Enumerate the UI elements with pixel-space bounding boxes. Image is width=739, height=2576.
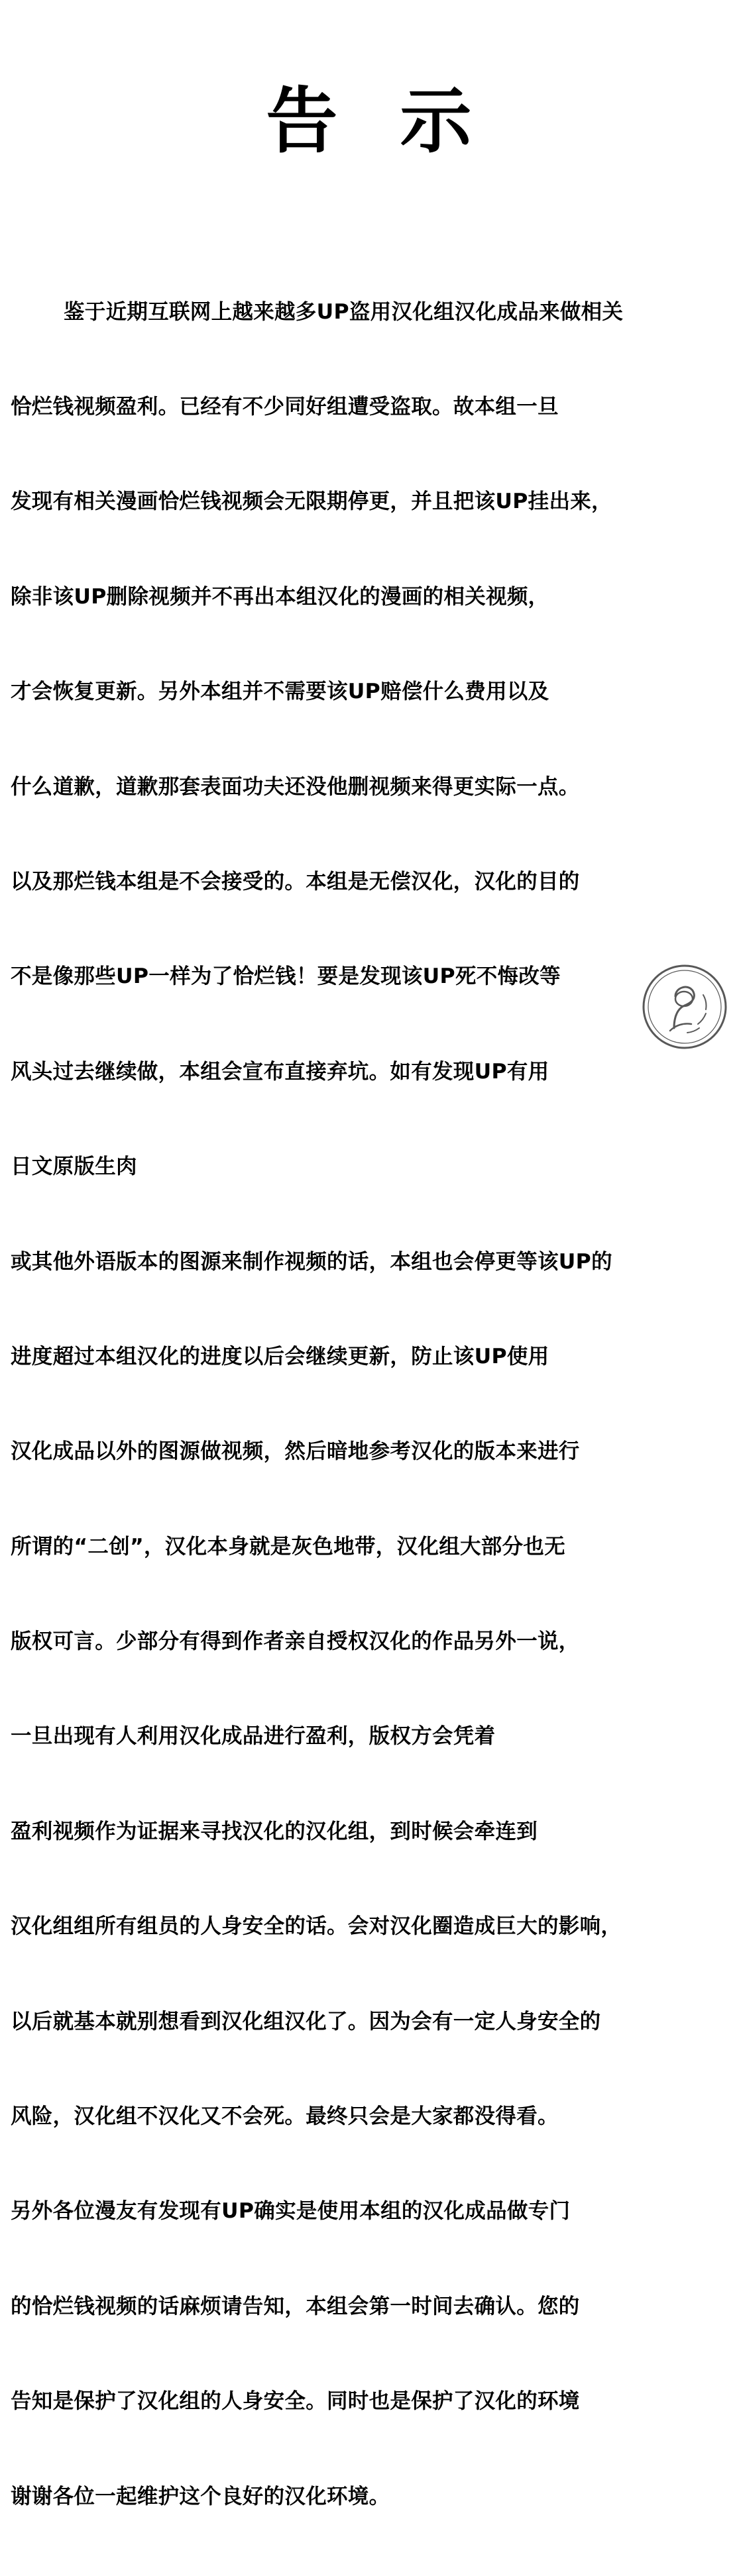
body-line: 才会恢复更新。另外本组并不需要该UP赔偿什么费用以及 xyxy=(11,680,549,704)
body-line: 发现有相关漫画恰烂钱视频会无限期停更，并且把该UP挂出来， xyxy=(11,489,612,514)
body-line: 恰烂钱视频盈利。已经有不少同好组遭受盗取。故本组一旦 xyxy=(11,394,559,419)
body-line: 汉化成品以外的图源做视频，然后暗地参考汉化的版本来进行 xyxy=(11,1439,580,1464)
body-line: 另外各位漫友有发现有UP确实是使用本组的汉化成品做专门 xyxy=(11,2199,571,2224)
notice-body xyxy=(11,233,730,2576)
body-line: 或其他外语版本的图源来制作视频的话，本组也会停更等该UP的 xyxy=(11,1249,612,1274)
body-line: 日文原版生肉 xyxy=(11,1155,137,1179)
body-line: 进度超过本组汉化的进度以后会继续更新，防止该UP使用 xyxy=(11,1344,549,1368)
body-line: 谢谢各位一起维护这个良好的汉化环境。 xyxy=(11,2484,390,2508)
title-char-2: 示 xyxy=(400,80,473,164)
body-line: 以后就基本就别想看到汉化组汉化了。因为会有一定人身安全的 xyxy=(11,2009,601,2034)
body-line: 鉴于近期互联网上越来越多UP盗用汉化组汉化成品来做相关 xyxy=(64,299,624,324)
body-line: 什么道歉，道歉那套表面功夫还没他删视频来得更实际一点。 xyxy=(11,774,580,799)
body-line: 汉化组组所有组员的人身安全的话。会对汉化圈造成巨大的影响， xyxy=(11,1914,622,1939)
body-line: 的恰烂钱视频的话麻烦请告知，本组会第一时间去确认。您的 xyxy=(11,2294,580,2318)
page-title xyxy=(266,80,473,164)
body-line: 所谓的“二创”，汉化本身就是灰色地带，汉化组大部分也无 xyxy=(11,1534,566,1559)
title-char-1: 告 xyxy=(266,80,339,164)
body-line: 盈利视频作为证据来寻找汉化的汉化组，到时候会牵连到 xyxy=(11,1819,538,1843)
body-line: 版权可言。少部分有得到作者亲自授权汉化的作品另外一说， xyxy=(11,1629,580,1654)
body-line: 不是像那些UP一样为了恰烂钱！要是发现该UP死不悔改等 xyxy=(11,964,561,989)
page-title-block xyxy=(0,36,739,207)
body-line: 风险，汉化组不汉化又不会死。最终只会是大家都没得看。 xyxy=(11,2104,559,2129)
body-line: 除非该UP删除视频并不再出本组汉化的漫画的相关视频， xyxy=(11,584,549,609)
body-line: 一旦出现有人利用汉化成品进行盈利，版权方会凭着 xyxy=(11,1724,496,1749)
body-line: 以及那烂钱本组是不会接受的。本组是无偿汉化，汉化的目的 xyxy=(11,869,580,894)
body-line: 告知是保护了汉化组的人身安全。同时也是保护了汉化的环境 xyxy=(11,2389,580,2414)
body-line: 风头过去继续做，本组会宣布直接弃坑。如有发现UP有用 xyxy=(11,1059,549,1084)
watermark-stamp-icon xyxy=(642,964,727,1049)
notice-paragraph xyxy=(11,233,730,2576)
